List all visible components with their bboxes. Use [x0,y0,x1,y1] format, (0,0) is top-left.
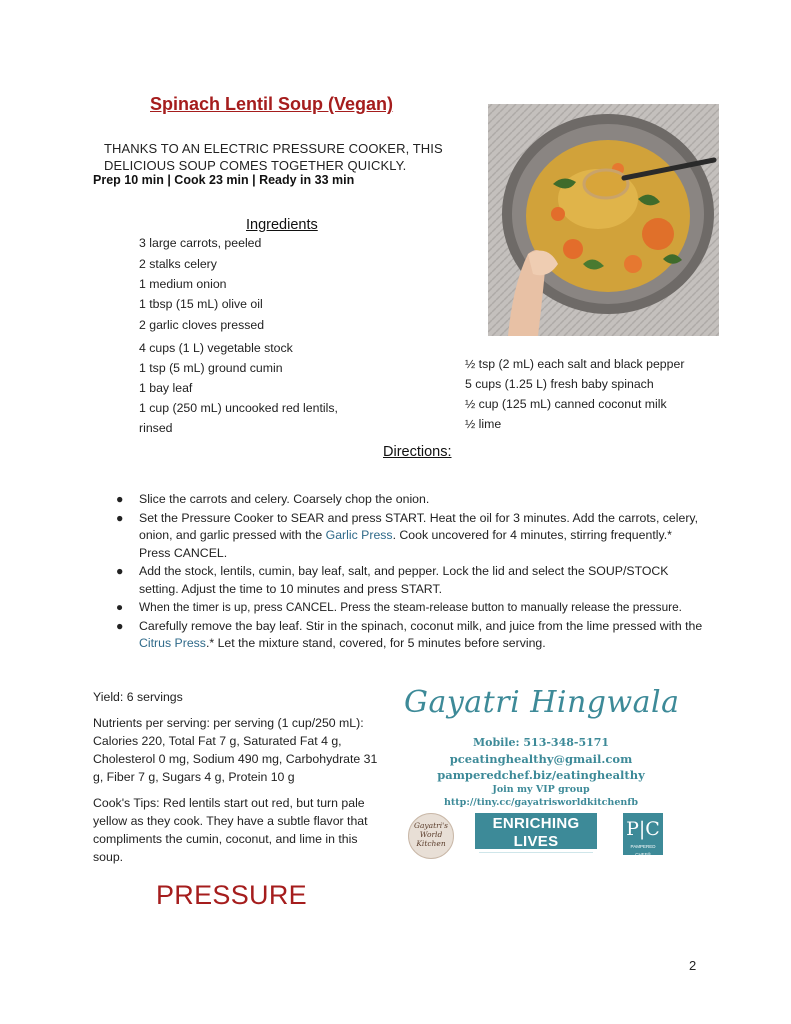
intro-line-1: THANKS TO AN ELECTRIC PRESSURE COOKER, THIS [104,141,443,156]
logo-text: Gayatri's World Kitchen [413,821,449,848]
step-text: Carefully remove the bay leaf. Stir in the spinach, coconut milk, and juice from the lime pressed with the [139,618,703,633]
ingredient-item: 1 tsp (5 mL) ground cumin [139,361,283,375]
ingredients-heading: Ingredients [246,217,318,233]
bullet-icon: ● [116,618,124,633]
step-text: Add the stock, lentils, cumin, bay leaf, salt, and pepper. Lock the lid and select the SOUP/STOCK setting. Adjust the time to 10 minutes and press START. [139,564,669,596]
bullet-icon: ● [116,492,124,506]
website-link[interactable]: pamperedchef.biz/eatinghealthy [437,768,645,782]
recipe-intro [104,140,443,174]
ingredient-item: 1 bay leaf [139,381,193,395]
pressure-label: PRESSURE [156,880,307,910]
cooks-tips-text: Cook's Tips: Red lentils start out red, but turn pale yellow as they cook. They have a subtle flavor that compliments the cumin, coconut, and lime in this soup. [93,796,368,864]
step-text: .* Let the mixture stand, covered, for 5 minutes before serving. [205,636,546,650]
email-address[interactable]: pceatinghealthy@gmail.com [449,752,633,766]
pc-monogram: P|C [626,818,660,840]
bullet-icon: ● [116,600,124,614]
direction-step-1 [116,491,706,509]
ingredient-item: 1 tbsp (15 mL) olive oil [139,297,263,311]
ingredient-item: 5 cups (1.25 L) fresh baby spinach [465,377,654,391]
citrus-press-link[interactable]: Citrus Press [139,636,206,650]
step-text: Slice the carrots and celery. Coarsely chop the onion. [139,492,430,506]
soup-photo [488,104,719,336]
recipe-title: Spinach Lentil Soup (Vegan) [150,94,394,114]
ingredient-item: 1 medium onion [139,277,227,291]
enriching-title: ENRICHING LIVES [492,815,580,850]
ingredient-item: 2 garlic cloves pressed [139,318,265,332]
ingredient-item: ½ cup (125 mL) canned coconut milk [465,397,667,411]
directions-heading: Directions: [383,444,452,460]
ingredient-item: 1 cup (250 mL) uncooked red lentils, [139,401,338,415]
enriching-subtitle: one meal & one memory at a time [479,852,593,877]
direction-step-4 [116,599,706,617]
ingredient-item: ½ tsp (2 mL) each salt and black pepper [465,357,685,371]
ingredient-item: 4 cups (1 L) vegetable stock [139,341,293,355]
garlic-press-link[interactable]: Garlic Press [325,528,393,542]
page-number: 2 [689,958,697,973]
ingredient-item: 3 large carrots, peeled [139,236,262,250]
direction-step-2 [116,510,706,563]
step-text: Set the Pressure Cooker to SEAR and press START. Heat the oil for 3 minutes. Add the carrots, celery, onion, and garlic pressed with the [139,510,699,542]
nutrients-text: Nutrients per serving: per serving (1 cup/250 mL): Calories 220, Total Fat 7 g, Saturated Fat 4 g, Cholesterol 0 mg, Sodium 490 mg, Carbohydrate 31 g, Fiber 7 g, Sugars 4 g, Protein 10 g [93,716,378,784]
direction-step-5 [116,618,706,653]
contact-card [400,680,682,875]
vip-group-text: Join my VIP group [492,784,590,795]
ingredient-item: rinsed [139,421,173,435]
pc-subtitle: PAMPERED CHEF® [630,844,656,857]
direction-step-3 [116,563,706,598]
step-text: . Cook uncovered for 4 minutes, stirring frequently.* Press CANCEL. [139,528,672,560]
mobile-number: Mobile: 513-348-5171 [472,736,610,749]
pampered-chef-logo [623,813,663,855]
enriching-lives-badge [475,813,597,875]
ingredient-item: ½ lime [465,417,502,431]
recipe-info [93,688,389,874]
recipe-times: Prep 10 min | Cook 23 min | Ready in 33 min [93,173,355,187]
step-text: When the timer is up, press CANCEL. Press the steam-release button to manually release the pressure. [139,600,682,614]
bullet-icon: ● [116,564,124,578]
facebook-link[interactable]: http://tiny.cc/gayatrisworldkitchenfb [444,797,638,808]
soup-bowl-image [488,104,719,336]
consultant-name: Gayatri Hingwala [404,685,680,720]
ingredient-item: 2 stalks celery [139,257,217,271]
yield-text: Yield: 6 servings [93,690,183,704]
world-kitchen-logo [408,813,454,859]
directions-list [116,491,706,654]
intro-line-2: DELICIOUS SOUP COMES TOGETHER QUICKLY. [104,158,407,173]
bullet-icon: ● [116,510,124,525]
